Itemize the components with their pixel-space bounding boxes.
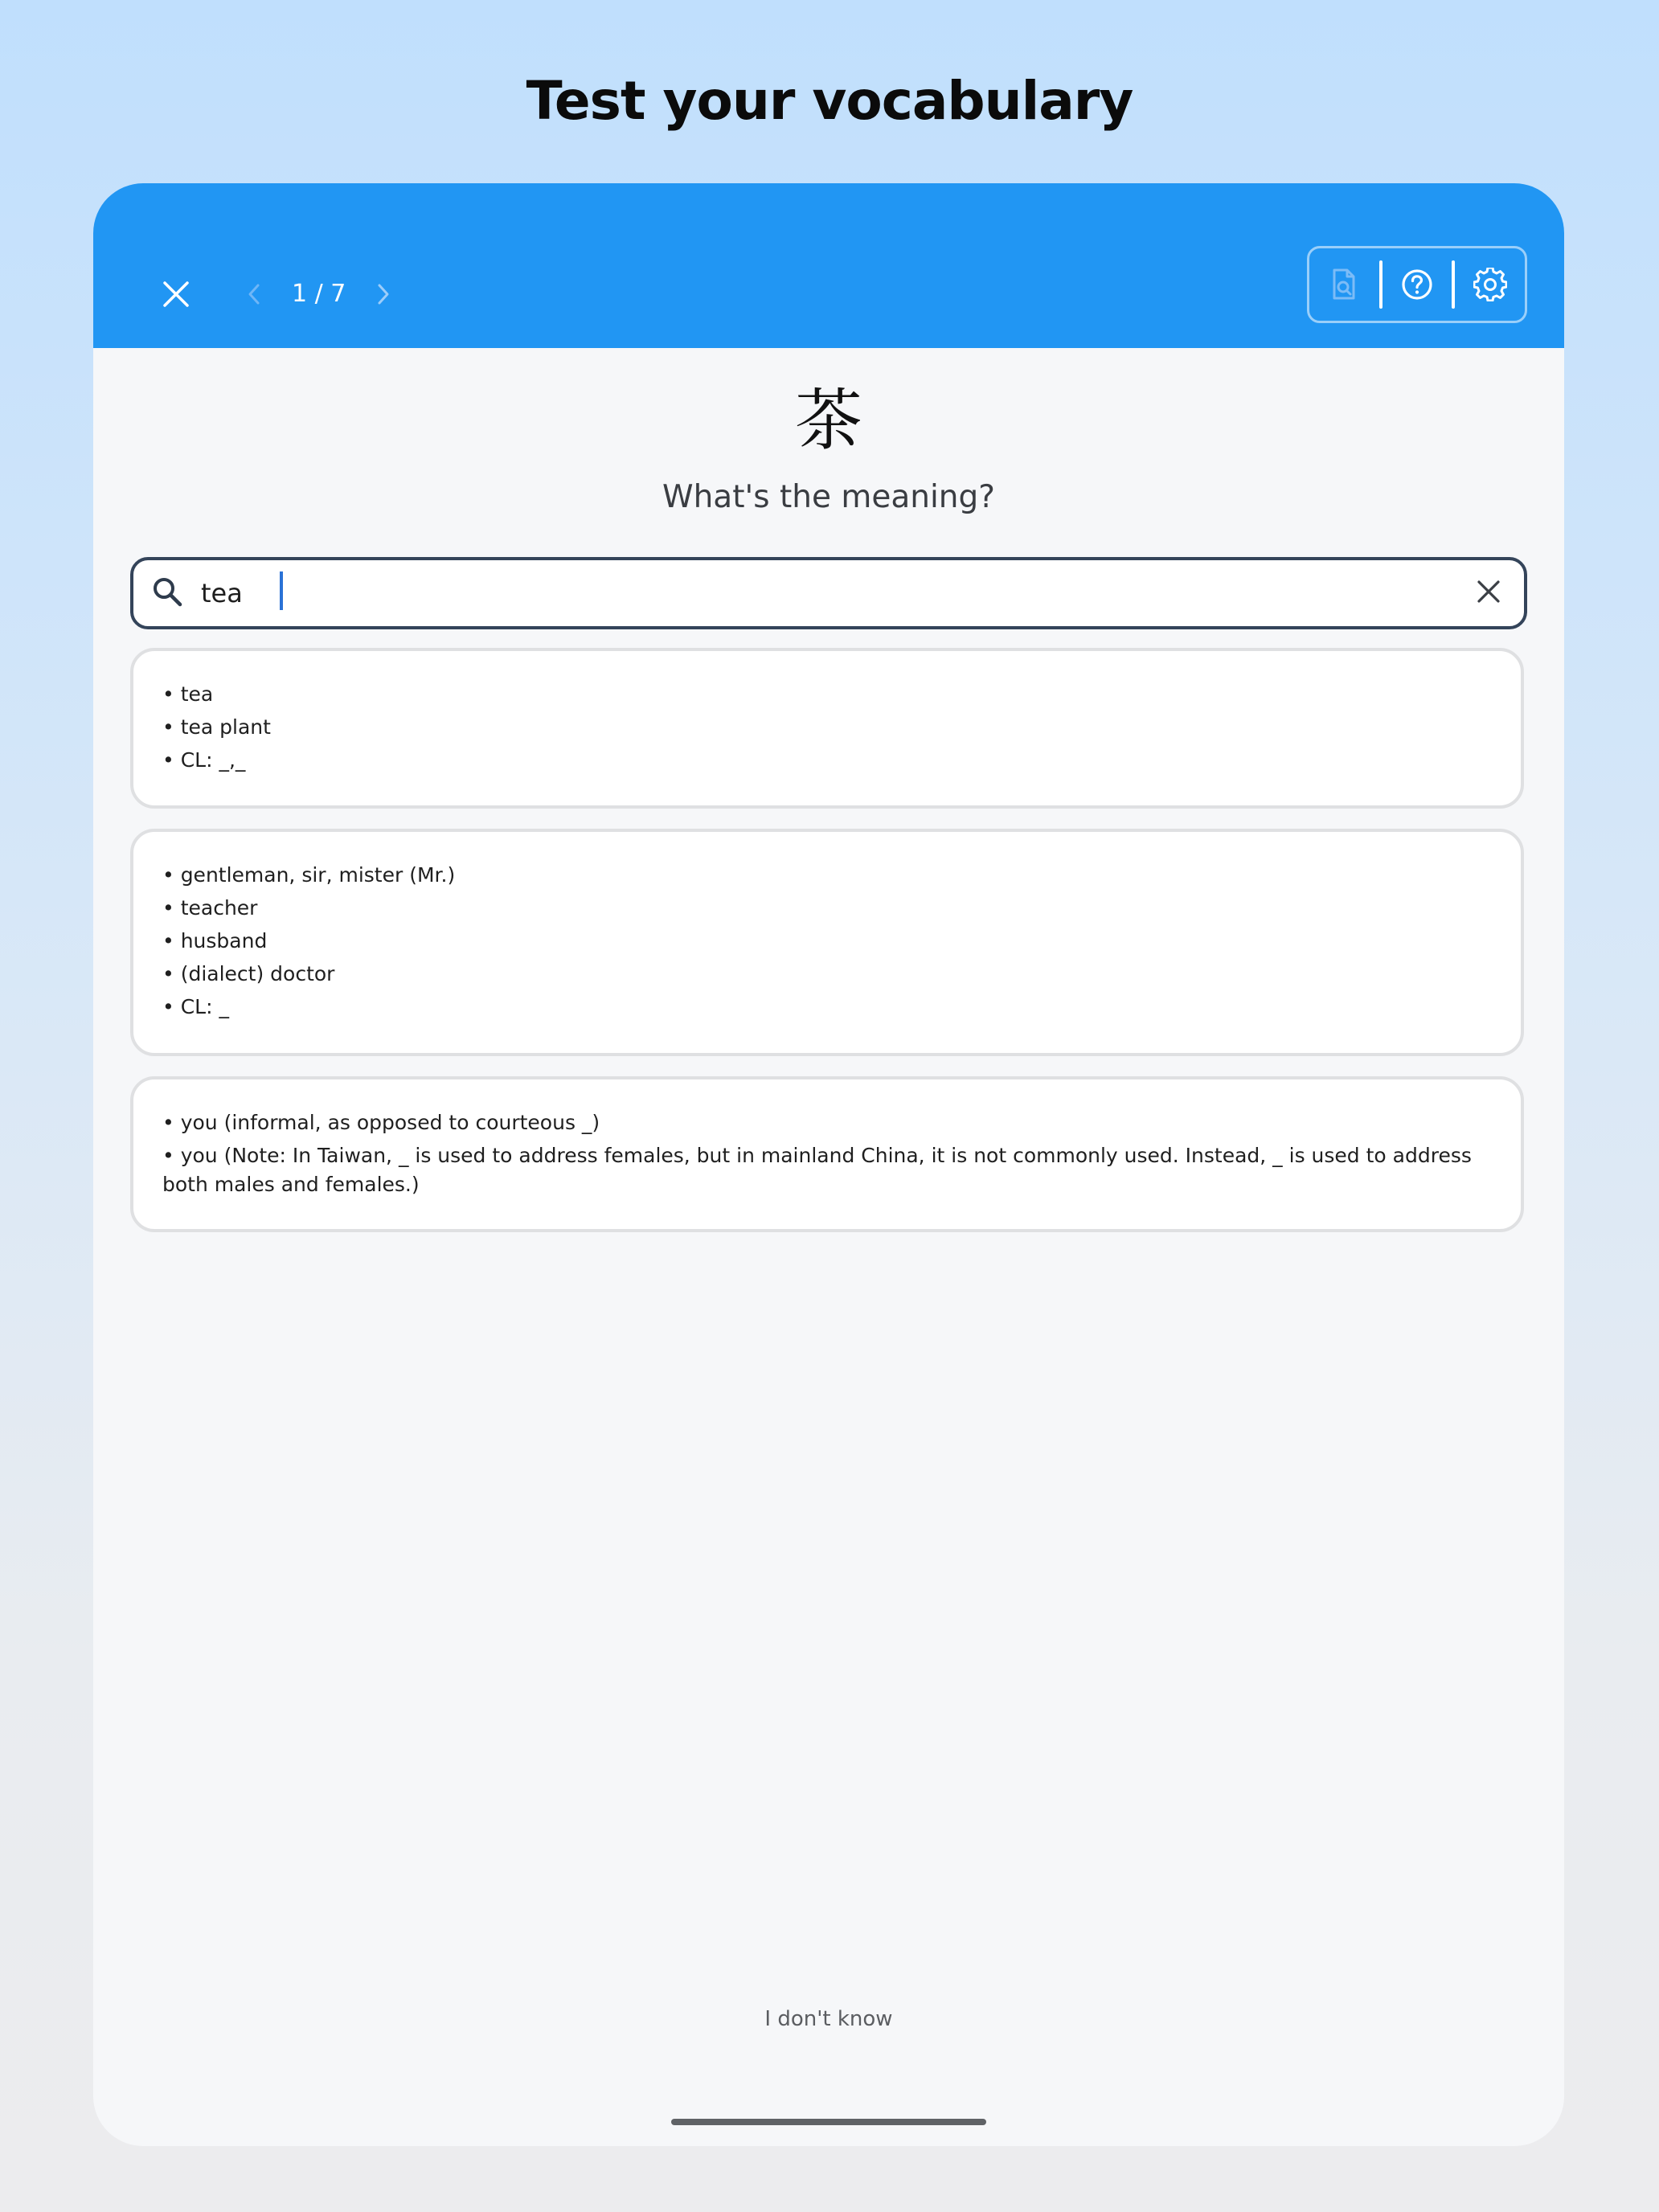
gear-icon	[1473, 268, 1507, 301]
home-indicator	[671, 2119, 986, 2125]
chevron-left-icon	[246, 282, 262, 306]
page-title: Test your vocabulary	[526, 70, 1133, 132]
answer-search-box	[130, 557, 1527, 629]
option-line: • (dialect) doctor	[162, 962, 335, 985]
question-navigator	[234, 268, 403, 320]
option-line: • CL: _	[162, 995, 229, 1018]
close-icon	[162, 281, 190, 308]
close-button[interactable]	[145, 263, 207, 326]
close-icon	[1477, 580, 1501, 604]
previous-button[interactable]	[234, 268, 274, 320]
option-line: • husband	[162, 929, 268, 952]
option-line: • you (informal, as opposed to courteous _)	[162, 1111, 600, 1134]
option-line: • you (Note: In Taiwan, _ is used to address females, but in mainland China, it is not commonly used. Instead, _ is used to address both males and females.)	[162, 1144, 1472, 1196]
answer-option-2[interactable]	[130, 829, 1524, 1056]
text-cursor	[280, 571, 283, 610]
quiz-header	[93, 183, 1564, 348]
app-window	[93, 183, 1564, 2146]
answer-option-1[interactable]	[130, 648, 1524, 809]
settings-button[interactable]	[1455, 248, 1525, 321]
option-line: • tea	[162, 682, 214, 706]
document-search-button[interactable]	[1309, 248, 1379, 321]
option-line: • CL: _,_	[162, 748, 246, 772]
clear-search-button[interactable]	[1469, 572, 1508, 611]
option-line: • teacher	[162, 896, 258, 920]
option-line: • tea plant	[162, 715, 271, 739]
help-circle-icon	[1400, 268, 1434, 301]
dont-know-button[interactable]: I don't know	[764, 2007, 893, 2031]
search-icon	[150, 574, 186, 611]
vocabulary-character: 茶	[794, 381, 862, 460]
header-toolbar	[1307, 246, 1527, 323]
next-button[interactable]	[363, 268, 403, 320]
chevron-right-icon	[375, 282, 391, 306]
question-counter: 1 / 7	[292, 280, 346, 308]
option-line: • gentleman, sir, mister (Mr.)	[162, 863, 456, 887]
help-button[interactable]	[1382, 248, 1452, 321]
answer-input[interactable]	[201, 570, 1407, 616]
question-prompt: What's the meaning?	[662, 479, 995, 515]
answer-option-3[interactable]	[130, 1076, 1524, 1232]
document-search-icon	[1328, 268, 1360, 301]
